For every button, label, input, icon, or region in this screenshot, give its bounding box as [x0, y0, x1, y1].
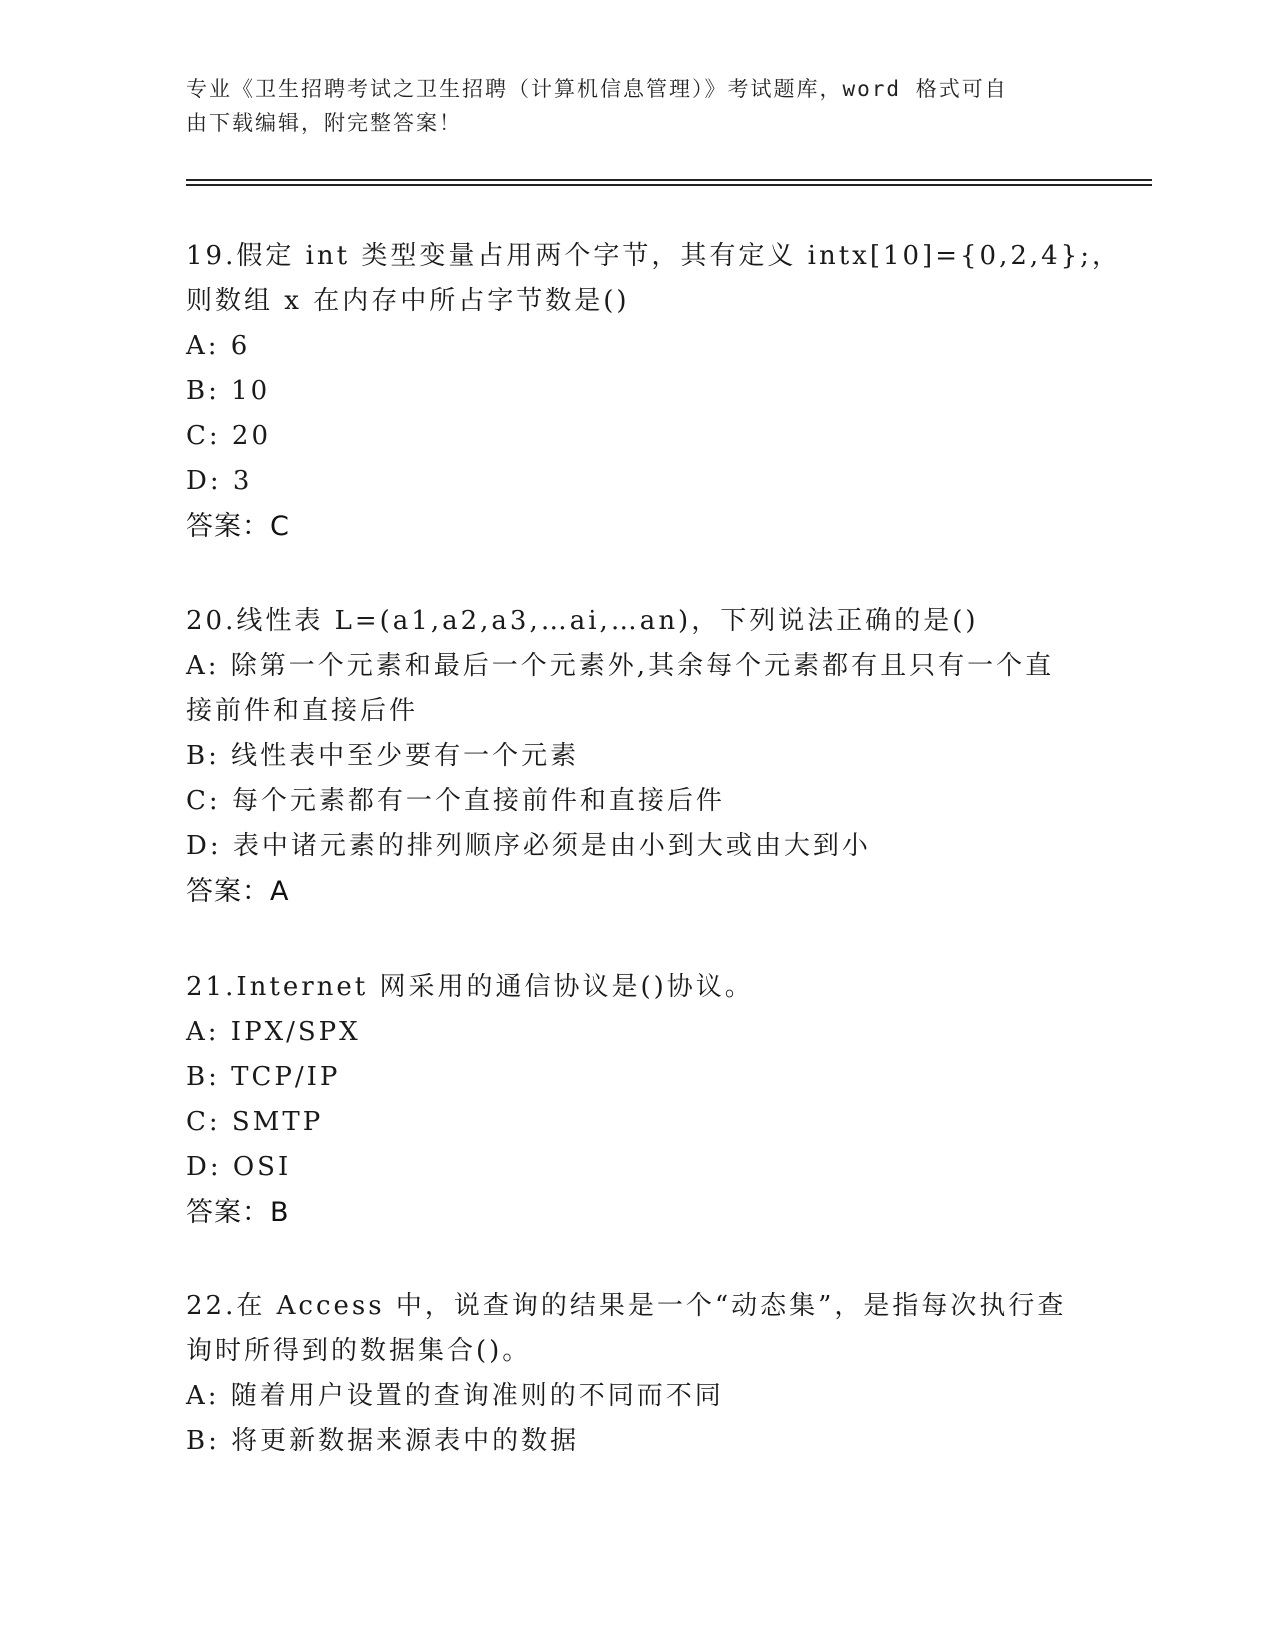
option-a: A: IPX/SPX	[186, 1017, 361, 1047]
option-a: A: 随着用户设置的查询准则的不同而不同	[186, 1381, 724, 1411]
question-stem: 22.在 Access 中，说查询的结果是一个“动态集”，是指每次执行查	[186, 1291, 1067, 1321]
header-divider-top	[186, 179, 1152, 181]
answer-label: 答案：B	[186, 1197, 290, 1228]
question-stem: 20.线性表 L=(a1,a2,a3,…ai,…an)，下列说法正确的是()	[186, 606, 979, 636]
question-20	[186, 599, 1066, 914]
option-c: C: 每个元素都有一个直接前件和直接后件	[186, 786, 725, 816]
answer-label: 答案：C	[186, 511, 290, 542]
option-a: A: 6	[186, 331, 251, 361]
option-c: C: 20	[186, 421, 272, 451]
option-d: D: 表中诸元素的排列顺序必须是由小到大或由大到小	[186, 831, 871, 861]
option-d: D: 3	[186, 466, 253, 496]
option-b: B: TCP/IP	[186, 1062, 341, 1092]
question-stem-continued: 则数组 x 在内存中所占字节数是()	[186, 286, 630, 316]
option-c: C: SMTP	[186, 1107, 324, 1137]
question-21	[186, 965, 1066, 1235]
answer-label: 答案：A	[186, 876, 290, 907]
header-divider-bottom	[186, 184, 1152, 186]
document-header	[186, 72, 1066, 140]
option-b: B: 10	[186, 376, 271, 406]
option-a-continued: 接前件和直接后件	[186, 696, 419, 726]
question-stem: 19.假定 int 类型变量占用两个字节，其有定义 intx[10]={0,2,4};，	[186, 241, 1121, 271]
question-22	[186, 1284, 1066, 1464]
header-intro-line-2: 由下载编辑，附完整答案！	[186, 111, 462, 135]
question-stem: 21.Internet 网采用的通信协议是()协议。	[186, 972, 754, 1002]
option-b: B: 线性表中至少要有一个元素	[186, 741, 580, 771]
option-d: D: OSI	[186, 1152, 292, 1182]
header-intro-line-1: 专业《卫生招聘考试之卫生招聘（计算机信息管理）》考试题库，word 格式可自	[186, 77, 1008, 101]
question-19	[186, 234, 1121, 549]
option-a: A: 除第一个元素和最后一个元素外,其余每个元素都有且只有一个直	[186, 651, 1055, 681]
question-stem-continued: 询时所得到的数据集合()。	[186, 1336, 532, 1366]
option-b: B: 将更新数据来源表中的数据	[186, 1426, 580, 1456]
